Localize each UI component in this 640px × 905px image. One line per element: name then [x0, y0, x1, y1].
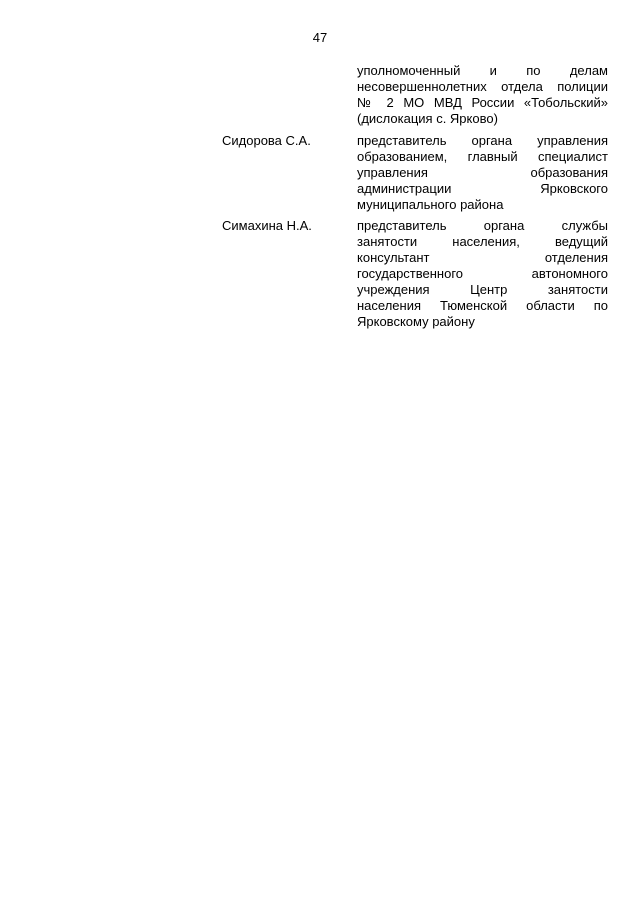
description-line: № 2 МО МВД России «Тобольский» [357, 95, 608, 110]
description-line: управления образования [357, 165, 608, 180]
member-name: Симахина Н.А. [222, 218, 312, 233]
description-line: уполномоченный и по делам [357, 63, 608, 78]
description-line: администрации Ярковского [357, 181, 608, 196]
member-name: Сидорова С.А. [222, 133, 311, 148]
description-line: консультант отделения [357, 250, 608, 265]
member-description [357, 218, 608, 330]
description-line: представитель органа управления [357, 133, 608, 148]
description-line: представитель органа службы [357, 218, 608, 233]
description-line: муниципального района [357, 197, 504, 212]
description-line: (дислокация с. Ярково) [357, 111, 498, 126]
member-description [357, 133, 608, 213]
description-line: населения Тюменской области по [357, 298, 608, 313]
description-line: Ярковскому району [357, 314, 475, 329]
description-line: занятости населения, ведущий [357, 234, 608, 249]
page-number: 47 [312, 30, 328, 45]
description-line: несовершеннолетних отдела полиции [357, 79, 608, 94]
member-description [357, 63, 608, 127]
description-line: государственного автономного [357, 266, 608, 281]
description-line: образованием, главный специалист [357, 149, 608, 164]
description-line: учреждения Центр занятости [357, 282, 608, 297]
